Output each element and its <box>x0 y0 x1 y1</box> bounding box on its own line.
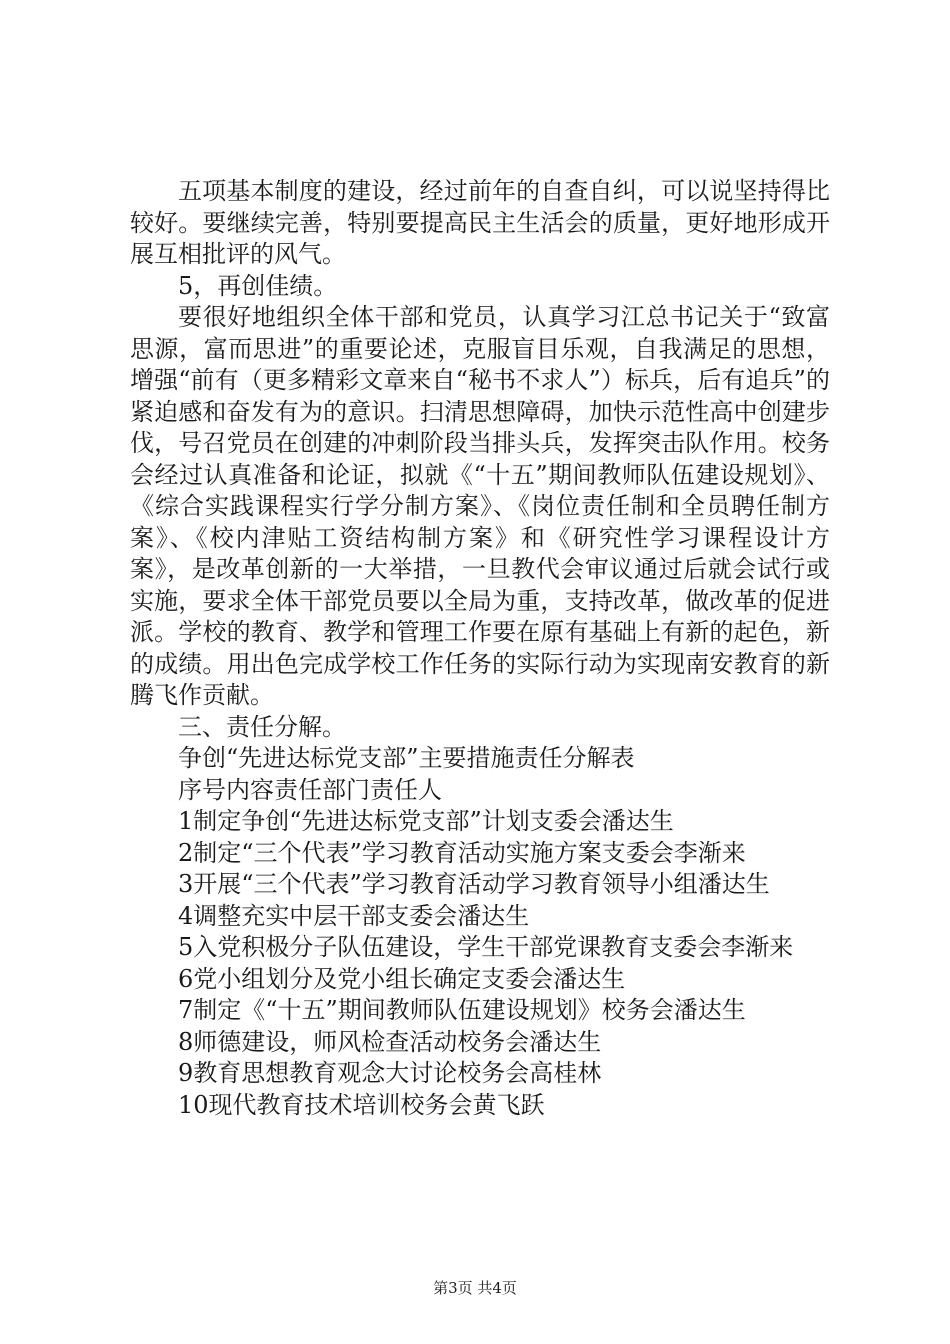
table-row: 8师德建设，师风检查活动校务会潘达生 <box>178 1027 602 1056</box>
paragraph-system-construction: 五项基本制度的建设，经过前年的自查自纠，可以说坚持得比较好。要继续完善，特别要提高民主生活会的质量，更好地形成开展互相批评的风气。 <box>130 177 830 268</box>
table-title: 争创“先进达标党支部”主要措施责任分解表 <box>178 744 635 772</box>
table-header-row: 序号内容责任部门责任人 <box>178 775 442 804</box>
table-row: 10现代教育技术培训校务会黄飞跃 <box>178 1090 545 1119</box>
section-heading-responsibility: 三、责任分解。 <box>178 712 346 741</box>
table-row: 7制定《“十五”期间教师队伍建设规划》校务会潘达生 <box>178 996 746 1024</box>
table-row: 4调整充实中层干部支委会潘达生 <box>178 901 530 930</box>
table-row: 5入党积极分子队伍建设，学生干部党课教育支委会李渐来 <box>178 933 794 961</box>
table-row: 9教育思想教育观念大讨论校务会高桂林 <box>178 1059 602 1087</box>
document-body <box>130 176 830 1121</box>
page-number-footer: 第3页 共4页 <box>433 1279 517 1297</box>
table-row: 6党小组划分及党小组长确定支委会潘达生 <box>178 964 626 993</box>
paragraph-heading-5: 5，再创佳绩。 <box>178 271 338 300</box>
table-row: 2制定“三个代表”学习教育活动实施方案支委会李渐来 <box>178 838 746 867</box>
paragraph-new-achievements: 要很好地组织全体干部和党员，认真学习江总书记关于“致富思源，富而思进”的重要论述，克服盲目乐观，自我满足的思想，增强“前有（更多精彩文章来自“秘书不求人”）标兵，后有追兵”的紧迫感和奋发有为的意识。扫清思想障碍，加快示范性高中创建步伐，号召党员在创建的冲刺阶段当排头兵，发挥突击队作用。校务会经过认真准备和论证，拟就《“十五”期间教师队伍建设规划》、《综合实践课程实行学分制方案》、《岗位责任制和全员聘任制方案》、《校内津贴工资结构制方案》和《研究性学习课程设计方案》，是改革创新的一大举措，一旦教代会审议通过后就会试行或实施，要求全体干部党员要以全局为重，支持改革，做改革的促进派。学校的教育、教学和管理工作要在原有基础上有新的起色，新的成绩。用出色完成学校工作任务的实际行动为实现南安教育的新腾飞作贡献。 <box>130 303 830 709</box>
table-row: 1制定争创“先进达标党支部”计划支委会潘达生 <box>178 807 674 835</box>
table-row: 3开展“三个代表”学习教育活动学习教育领导小组潘达生 <box>178 870 770 898</box>
